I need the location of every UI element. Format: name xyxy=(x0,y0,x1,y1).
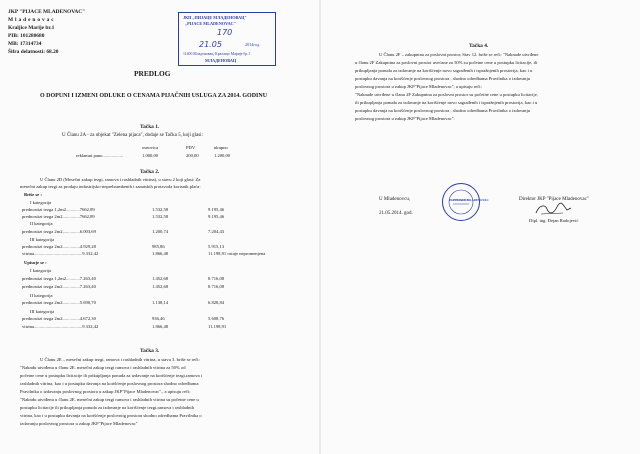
table-row: vitrina..........................................9.332,42 xyxy=(22,251,99,256)
col-ukupno: ukupno xyxy=(214,145,228,150)
table-cell: 11.198,91 ostaje nepromenjena xyxy=(208,251,266,256)
company-city: M l a d e n o v a c xyxy=(8,17,54,23)
table-cell: 8.716,08 xyxy=(208,276,225,281)
table-cell: 1.200,74 xyxy=(152,229,169,234)
table-cell: 5.608,76 xyxy=(208,316,225,321)
company-seal xyxy=(441,182,489,222)
table-row: I kategorija xyxy=(30,268,52,273)
table-row: prednostizi tezga 2m2...............7.263,40 xyxy=(22,284,96,289)
table-cell: 8.716,08 xyxy=(208,284,225,289)
delete-label: Briše se : xyxy=(24,192,42,197)
table-row: III kategorija xyxy=(30,309,55,314)
registry-stamp: ЈКП „ПИЈАЦЕ МЛАДЕНОВАЦ" „PIJACE MLADENOVAC" 170 21.05 2014год. 11400 Младеновац, Краљице Марије бр.1 МЛАДЕНОВАЦ xyxy=(178,12,276,66)
ad-panel-vat: 200,00 xyxy=(186,153,199,158)
section-2-intro-line1: U Članu 2D (Mesečni zakup tezgi, ramova i rashladnih vitrina), u stavu 2 koji glasi: Za xyxy=(40,177,201,182)
section-3-heading: Tačka 3. xyxy=(140,348,160,354)
table-cell: 9.195,46 xyxy=(208,207,225,212)
table-row: prednostizi tezga 2m2...............4.672,30 xyxy=(22,316,96,321)
table-cell: 1.532,58 xyxy=(152,214,169,219)
insert-label: Upisuje se : xyxy=(24,260,47,265)
table-cell: 1.866,48 xyxy=(152,251,169,256)
document-date: 21.05.2014. god. xyxy=(379,211,413,216)
table-cell: 5.915,13 xyxy=(208,244,225,249)
table-cell: 1.866,48 xyxy=(152,324,169,329)
company-pib: PIB: 101280680 xyxy=(8,33,45,39)
director-title: Direktor JKP "Pijace Mladenovac" xyxy=(519,197,589,202)
ad-panel-label: reklamni pano.................. xyxy=(76,153,124,158)
ad-panel-base: 1.000,00 xyxy=(142,153,159,158)
place-label: U Mladenovcu, xyxy=(379,197,411,202)
table-cell: 1.532,58 xyxy=(152,207,169,212)
table-row: prednostizi tezga 1,2m2............7662,89 xyxy=(22,207,95,212)
ad-panel-total: 1.200,00 xyxy=(214,153,231,158)
left-page: JKP "PIJACE MLADENOVAC" M l a d e n o v a c Kraljice Marije br.1 PIB: 101280680 MB: 17314734 Šifra delatnosti: 68.20 ЈКП „ПИЈАЦЕ МЛАДЕНОВАЦ" „PIJACE MLADENOVAC" 170 21.05 2014год. 11400 Младеновац, Краљице Марије бр.1 МЛАДЕНОВАЦ PREDLOG O DOPUNI I IZMENI ODLUKE O CENAMA PIJAČNIH USLUGA ZA 2014. GODINU Tačka 1. U Članu 2A - za objekat "Zelena pijaca", dodaje se Tačka 5, koji glasi: osnovica PDV ukupno reklamni pano.................. 1.000,00 200,00 1.200,00 Tačka 2. U Članu 2D (Mesečni zakup tezgi, ramova i rashladnih vitrina), u stavu 2 koji glasi: Za mesečni zakup tezgi za prodaju industrijsko-neprehrambenih i zanatskih proizvoda korisnik plaća: Briše se : I kategorija prednostizi tezga 1,2m2............7662,89 1.532,58 9.195,46 prednostizi tezga 2m2...............7662,89 1.532,58 9.195,46 II kategorija prednostizi tezga 2m2...............6.003,69 1.200,74 7.204,43 III kategorija prednostizi tezga 2m2...............4.929,28 985,86 5.915,13 vitrina..........................................9.332,42 1.866,48 11.198,91 ostaje nepromenjena Upisuje se : I kategorija prednostizi tezga 1,2m2............7.263,40 1.452,68 8.716,08 prednostizi tezga 2m2...............7.263,40 1.452,68 8.716,08 II kategorija prednostizi tezga 2m2...............5.690,70 1.138,14 6.828,84 III kategorija prednostizi tezga 2m2...............4.672,30 936,46 5.608,76 vitrina..........................................9.332,42 1.866,48 11.198,91 Tačka 3. U Članu 2E – mesečni zakup tezgi, ramova i rashladnih vitrina, u stavu 3. briše se reči: "Nakndu utvrđenu u članu 2E. mesečni zakup tezgi ramova i rashladnih vitrina za 50% od početne cene u postupku licitacije ili prikupljanja ponuda za izdavanje na korišćenje tezgi,ramova i rashladnih vitrina, kao i u postupku davanja na korišćenje poslovnog prostora shodno odredbama Pravilnika o izdavanju poslovnog prostora u zakup JKP"Pijace Mladenovac"., a upisuju reči: "Nakndu utvrđenu u članu 2E. mesečni zakup tezgi ramova i rashladnih vitrina su početne cene u postupku licitacije ili prikupljanja ponuda za izdavanje na korišćenje tezgi,ramova i rashladnih vitrina, kao i u postupku davanja na korišćenje poslovnog prostora shodno odredbama Pravilnika o izdavanju poslovnog prostora u zakup JKP"Pijace Mladenovac" xyxy=(0,0,319,454)
table-row: I kategorija xyxy=(30,200,52,205)
section-1-heading: Tačka 1. xyxy=(140,124,160,130)
table-row: prednostizi tezga 2m2...............5.690,70 xyxy=(22,300,96,305)
table-row: vitrina..........................................9.332,42 xyxy=(22,324,99,329)
table-row: prednostizi tezga 2m2...............7662,89 xyxy=(22,214,95,219)
section-2-heading: Tačka 2. xyxy=(140,169,160,175)
col-pdv: PDV xyxy=(186,145,196,150)
table-cell: 1.452,68 xyxy=(152,276,169,281)
table-row: prednostizi tezga 1,2m2............7.263,40 xyxy=(22,276,96,281)
col-osnovica: osnovica xyxy=(142,145,159,150)
table-row: prednostizi tezga 2m2...............4.929,28 xyxy=(22,244,96,249)
seal-icon xyxy=(441,182,481,222)
table-row: II kategorija xyxy=(30,293,53,298)
company-address: Kraljice Marije br.1 xyxy=(8,25,55,31)
company-name: JKP "PIJACE MLADENOVAC" xyxy=(8,9,86,15)
table-cell: 936,46 xyxy=(152,316,165,321)
table-cell: 11.198,91 xyxy=(208,324,227,329)
section-4-heading: Tačka 4. xyxy=(469,43,489,49)
table-row: III kategorija xyxy=(30,237,55,242)
section-2-intro-line2: mesečni zakup tezgi za prodaju industrijsko-neprehrambenih i zanatskih proizvoda korisnik plaća: xyxy=(20,184,201,189)
section-1-intro: U Članu 2A - za objekat "Zelena pijaca", dodaje se Tačka 5, koji glasi: xyxy=(62,133,203,138)
table-cell: 985,86 xyxy=(152,244,165,249)
document-subtitle: O DOPUNI I IZMENI ODLUKE O CENAMA PIJAČNIH USLUGA ZA 2014. GODINU xyxy=(40,93,268,99)
table-row: prednostizi tezga 2m2...............6.003,69 xyxy=(22,229,96,234)
table-cell: 1.138,14 xyxy=(152,300,169,305)
seal-text: JKP PIJACE MLADENOVAC xyxy=(449,198,489,202)
company-mb: MB: 17314734 xyxy=(8,41,42,47)
director-name: Dipl. ing. Dejan Radojević xyxy=(529,218,579,223)
director-signature xyxy=(533,201,573,217)
table-cell: 7.204,43 xyxy=(208,229,225,234)
right-page: Tačka 4. U Članu 2F – zakupnina za poslovni prostor, Stav 12. briše se reči: "Naknade utvrđene u članu 2F Zakupnina za poslovni prostor uvećane za 50% su početne cene u postupku licitacije, ili prikupljanja ponuda za izdavanje na korišćenje novo sagrađenih i ispražnjenih prostorija, kao i u postupku davanja na korišćenje poslovnog prostora , shodno odredbama Pravilnika o izdavanju poslovnog prostora u zakup JKP"Pijace Mladenovac", a upisuju reči: "Naknade utvrđene u članu 2F Zakupnina za poslovni prostor su početne cene u postupku licitacije, ili prikupljanja ponuda za izdavanje na korišćenje novo sagrađenih i ispražnjenih prostorija, kao i u postupku davanja na korišćenje poslovnog prostora , shodno odredbama Pravilnika o izdavanju poslovnog prostora u zakup JKP"Pijace Mladenovac". U Mladenovcu, 21.05.2014. god. JKP PIJACE MLADENOVAC Direktor JKP "Pijace Mladenovac" Dipl. ing. Dejan Radojević xyxy=(321,0,640,454)
document-title: PREDLOG xyxy=(134,69,171,78)
table-cell: 9.195,46 xyxy=(208,214,225,219)
table-cell: 1.452,68 xyxy=(152,284,169,289)
company-activity: Šifra delatnosti: 68.20 xyxy=(8,49,59,55)
table-cell: 6.828,84 xyxy=(208,300,225,305)
table-row: II kategorija xyxy=(30,221,53,226)
